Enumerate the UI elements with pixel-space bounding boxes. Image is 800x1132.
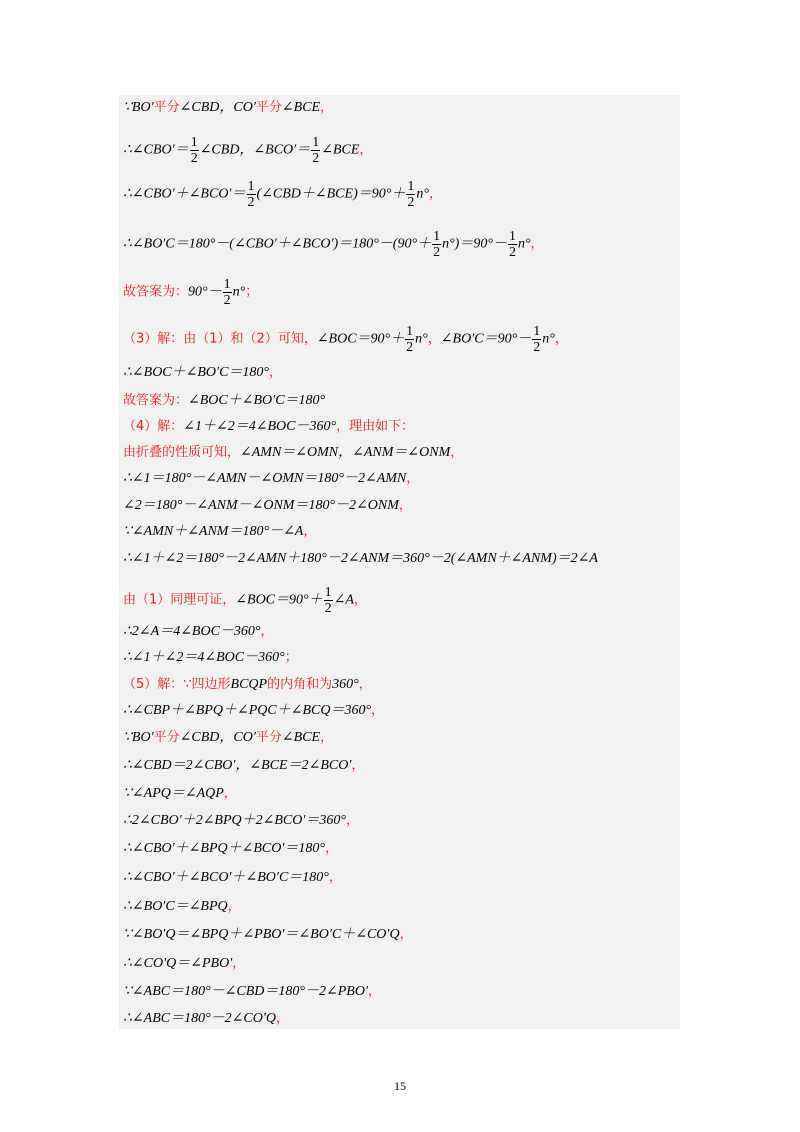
fraction-denominator: 2 (508, 245, 516, 260)
red-text: 平分 (255, 730, 282, 745)
math-text: ∴∠CO′Q＝∠PBO′ (123, 956, 233, 971)
text-line (123, 179, 442, 210)
red-text: ， (269, 365, 283, 380)
math-text: ∠BO′C＝90°－ (440, 331, 532, 347)
text-line (123, 135, 372, 166)
math-text: ∵BO′ (123, 730, 154, 745)
red-text: 故答案为： (123, 284, 189, 300)
fraction-numerator: 1 (247, 179, 255, 194)
math-text: 360° (332, 677, 359, 692)
math-text: ∠AMN＝∠OMN，∠ANM＝∠ONM (240, 445, 451, 460)
math-text: ∵∠APQ＝∠AQP (123, 786, 224, 801)
red-text: ， (325, 841, 339, 856)
math-text: ∠BCE (281, 100, 321, 115)
fraction-denominator: 2 (407, 195, 415, 210)
red-text: ； (245, 284, 259, 300)
red-text: ， (328, 870, 342, 885)
math-text: ∴2∠CBO′＋2∠BPQ＋2∠BCO′＝360° (123, 813, 347, 828)
red-text: ， (351, 758, 365, 773)
fraction-numerator: 1 (433, 229, 441, 244)
red-text: ， (399, 927, 413, 942)
red-text: ， (223, 786, 237, 801)
math-text: ∴∠ABC＝180°－2∠CO′Q (123, 1011, 277, 1026)
red-text: ， (398, 498, 412, 513)
math-text: ∠BOC＝90°＋ (235, 592, 323, 608)
red-text: ， (554, 331, 568, 347)
math-text: ∴∠BO′C＝180°－(∠CBO′＋∠BCO′)＝180°－(90°＋ (123, 236, 432, 252)
text-line (123, 649, 298, 667)
fraction (311, 135, 320, 166)
red-text: ， (232, 956, 246, 971)
red-text: ， (353, 592, 367, 608)
math-text: (∠CBD＋∠BCE)＝90°＋ (256, 186, 406, 202)
red-text: ， (368, 984, 382, 999)
text-line (123, 277, 258, 308)
red-text: （5）解：∵四边形 (123, 677, 231, 692)
fraction-numerator: 1 (190, 135, 198, 150)
solution-content (119, 95, 680, 1029)
red-text: 平分 (153, 100, 180, 115)
red-text: ， (276, 1011, 290, 1026)
math-text: ∵∠BO′Q＝∠BPQ＋∠PBO′＝∠BO′C＋∠CO′Q (123, 927, 400, 942)
fraction (405, 324, 414, 355)
math-text: ∴∠1＋∠2＝4∠BOC－360° (123, 650, 285, 665)
text-line (123, 623, 274, 641)
math-text: ∴∠CBP＋∠BPQ＋∠PQC＋∠BCQ＝360° (123, 703, 372, 718)
math-text: ∴∠CBO′＋∠BPQ＋∠BCO′＝180° (123, 841, 326, 856)
red-text: ， (260, 624, 274, 639)
page-number: 15 (394, 1079, 406, 1093)
red-text: 由折叠的性质可知， (123, 445, 241, 460)
red-text: ， (371, 703, 385, 718)
red-text: 平分 (153, 730, 180, 745)
text-line (123, 785, 237, 803)
red-text: ， (320, 100, 334, 115)
text-line (123, 926, 413, 944)
math-text: ∴∠CBO′＋∠BCO′＝ (123, 186, 246, 202)
fraction-denominator: 2 (533, 340, 541, 355)
math-text: n°)＝90°－ (442, 236, 507, 252)
math-text: ∠2＝180°－∠ANM－∠ONM＝180°－2∠ONM (123, 498, 399, 513)
red-text: 平分 (255, 100, 282, 115)
red-text: 故答案为： (123, 393, 189, 408)
fraction-numerator: 1 (533, 324, 541, 339)
fraction (432, 229, 441, 260)
fraction-denominator: 2 (247, 195, 255, 210)
math-text: ∴2∠A＝4∠BOC－360° (123, 624, 261, 639)
math-text: ∵∠AMN＋∠ANM＝180°－∠A (123, 524, 304, 539)
red-text: ， (320, 730, 334, 745)
fraction (532, 324, 541, 355)
fraction-numerator: 1 (406, 324, 414, 339)
fraction-numerator: 1 (223, 277, 231, 292)
math-text: ∠BOC＋∠BO′C＝180° (188, 393, 326, 408)
text-line (123, 812, 359, 830)
fraction-denominator: 2 (312, 151, 320, 166)
math-text: ∵BO′ (123, 100, 154, 115)
math-text: ∠CBD，∠BCO′＝ (199, 142, 311, 158)
math-text: ∴∠1＋∠2＝180°－2∠AMN＋180°－2∠ANM＝360°－2(∠AMN＋∠ANM)＝2∠A (123, 551, 598, 566)
fraction-denominator: 2 (324, 601, 332, 616)
red-text: ， (358, 677, 372, 692)
text-line (123, 757, 364, 775)
text-line (123, 418, 414, 436)
fraction (406, 179, 415, 210)
red-text: （3）解：由（1）和（2）可知， (123, 331, 317, 347)
math-text: ∴∠CBD＝2∠CBO′，∠BCE＝2∠BCO′ (123, 758, 352, 773)
math-text: ∠1＋∠2＝4∠BOC－360° (183, 419, 337, 434)
text-line (123, 392, 325, 410)
fraction-numerator: 1 (324, 585, 332, 600)
text-line (123, 729, 333, 747)
math-text: ∴∠CBO′＝ (123, 142, 189, 158)
fraction (508, 229, 517, 260)
math-text: ∠CBD，CO′ (179, 730, 256, 745)
math-text: n° (232, 284, 246, 300)
fraction-numerator: 1 (312, 135, 320, 150)
text-line (123, 444, 463, 462)
red-text: ； (284, 650, 298, 665)
math-text: ∵∠ABC＝180°－∠CBD＝180°－2∠PBO′ (123, 984, 369, 999)
text-line (123, 898, 241, 916)
red-text: 由（1）同理可证， (123, 592, 236, 608)
fraction (190, 135, 199, 166)
text-line (123, 840, 338, 858)
math-text: ∠BCE (281, 730, 321, 745)
text-line (123, 523, 316, 541)
math-text: ∠BOC＝90°＋ (316, 331, 405, 347)
fraction-numerator: 1 (407, 179, 415, 194)
math-text: ∠BCE (321, 142, 360, 158)
text-line (123, 364, 282, 382)
math-text: ∠CBD，CO′ (179, 100, 256, 115)
math-text: 90°－ (188, 284, 222, 300)
red-text: ， (359, 142, 373, 158)
red-text: ， (346, 813, 360, 828)
math-text: ∴∠1＝180°－∠AMN－∠OMN＝180°－2∠AMN (123, 471, 407, 486)
text-line (123, 955, 245, 973)
math-text: ∴∠BO′C＝∠BPQ (123, 899, 228, 914)
text-line (123, 470, 419, 488)
text-line (123, 99, 333, 117)
fraction (324, 585, 333, 616)
red-text: （4）解： (123, 419, 184, 434)
fraction-denominator: 2 (406, 340, 414, 355)
text-line (123, 585, 367, 616)
fraction-denominator: 2 (433, 245, 441, 260)
fraction-denominator: 2 (223, 293, 231, 308)
math-text: n° (416, 186, 429, 202)
math-text: ∴∠BOC＋∠BO′C＝180° (123, 365, 270, 380)
text-line (123, 983, 381, 1001)
text-line (123, 676, 372, 694)
red-text: ，理由如下： (336, 419, 415, 434)
fraction-numerator: 1 (508, 229, 516, 244)
text-line (123, 324, 568, 355)
text-line (123, 869, 342, 887)
text-line (123, 550, 598, 568)
text-line (123, 497, 412, 515)
red-text: 的内角和为 (267, 677, 333, 692)
red-text: ， (406, 471, 420, 486)
red-text: ， (450, 445, 464, 460)
red-text: ， (428, 186, 442, 202)
red-text: ， (530, 236, 544, 252)
math-text: ∴∠CBO′＋∠BCO′＋∠BO′C＝180° (123, 870, 329, 885)
fraction (223, 277, 232, 308)
red-text: ， (303, 524, 317, 539)
fraction (247, 179, 256, 210)
math-text: n° (415, 331, 428, 347)
text-line (123, 229, 544, 260)
fraction-denominator: 2 (190, 151, 198, 166)
red-text: ， (227, 899, 241, 914)
math-text: BCQP (230, 677, 268, 692)
math-text: n° (542, 331, 555, 347)
math-text: n° (517, 236, 531, 252)
text-line (123, 702, 384, 720)
text-line (123, 1010, 289, 1028)
red-text: ， (427, 331, 441, 347)
math-text: ∠A (333, 592, 354, 608)
